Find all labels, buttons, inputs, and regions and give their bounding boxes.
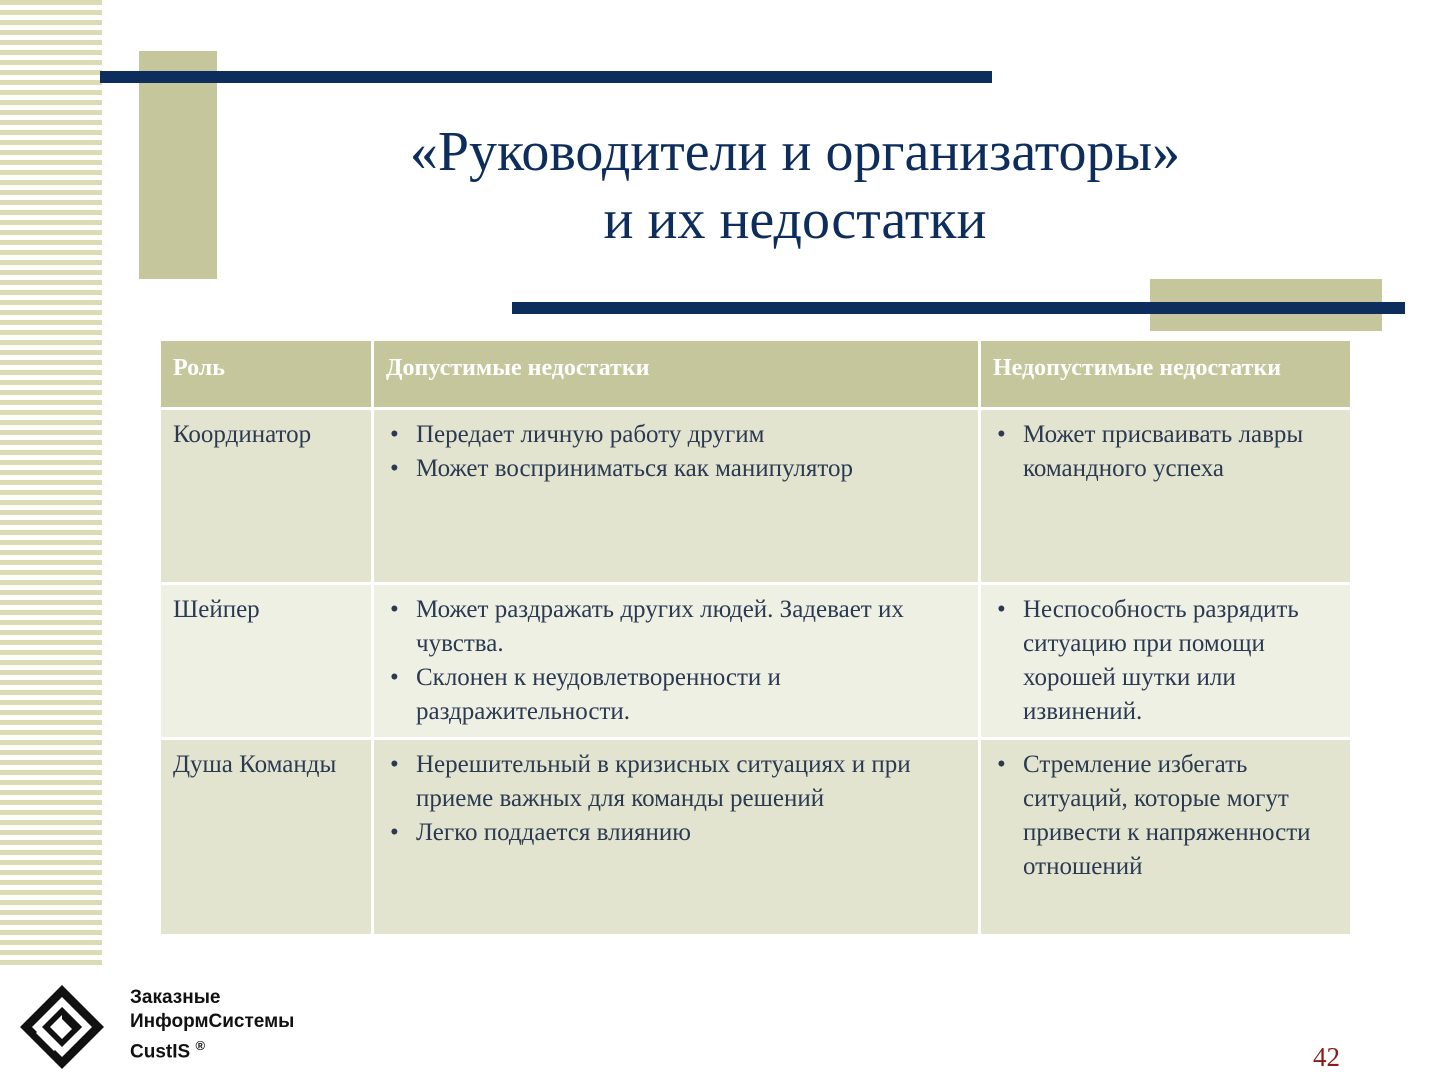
decorative-bar-top [100, 71, 992, 83]
list-item: • Неспособность разрядить ситуацию при помощи хорошей шутки или извинений. [1023, 593, 1338, 729]
page-number: 42 [1313, 1042, 1340, 1072]
table-row [160, 584, 1352, 739]
allowed-cell [373, 584, 980, 739]
table-row [160, 409, 1352, 584]
slide-title-line2: и их недостатки [603, 189, 987, 251]
role-cell: Координатор [160, 409, 373, 584]
decorative-block-left [139, 51, 217, 279]
not-allowed-list [993, 418, 1338, 486]
not-allowed-list [993, 593, 1338, 729]
table-header-row [160, 340, 1352, 409]
company-brand: CustIS [130, 1041, 191, 1063]
company-line2: ИнформСистемы [130, 1011, 295, 1032]
not-allowed-list [993, 748, 1338, 884]
decorative-stripes [0, 0, 102, 970]
header-not-allowed: Недопустимые недостатки [980, 340, 1352, 409]
list-item: • Может раздражать других людей. Задевает их чувства. [416, 593, 966, 661]
registered-mark: ® [195, 1038, 206, 1053]
company-line3 [130, 1034, 294, 1064]
not-allowed-cell [980, 409, 1352, 584]
list-item: • Может восприниматься как манипулятор [416, 452, 966, 486]
company-line1: Заказные [130, 987, 221, 1008]
header-allowed: Допустимые недостатки [373, 340, 980, 409]
table-row [160, 739, 1352, 936]
role-cell: Душа Команды [160, 739, 373, 936]
allowed-list [386, 748, 966, 850]
allowed-cell [373, 739, 980, 936]
decorative-bar-bottom [512, 302, 1405, 314]
list-item: • Легко поддается влиянию [416, 816, 966, 850]
slide-title-line1: «Руководители и организаторы» [409, 121, 1181, 183]
roles-table [158, 338, 1353, 937]
list-item: • Стремление избегать ситуаций, которые могут привести к напряженности отношений [1023, 748, 1338, 884]
allowed-list [386, 418, 966, 486]
allowed-cell [373, 409, 980, 584]
list-item: • Передает личную работу другим [416, 418, 966, 452]
header-role: Роль [160, 340, 373, 409]
custis-logo-icon [18, 983, 106, 1071]
not-allowed-cell [980, 584, 1352, 739]
list-item: • Может присваивать лавры командного успеха [1023, 418, 1338, 486]
allowed-list [386, 593, 966, 729]
slide-title [290, 118, 1300, 254]
list-item: • Склонен к неудовлетворенности и раздражительности. [416, 661, 966, 729]
role-cell: Шейпер [160, 584, 373, 739]
not-allowed-cell [980, 739, 1352, 936]
list-item: • Нерешительный в кризисных ситуациях и при приеме важных для команды решений [416, 748, 966, 816]
company-name [130, 986, 294, 1064]
